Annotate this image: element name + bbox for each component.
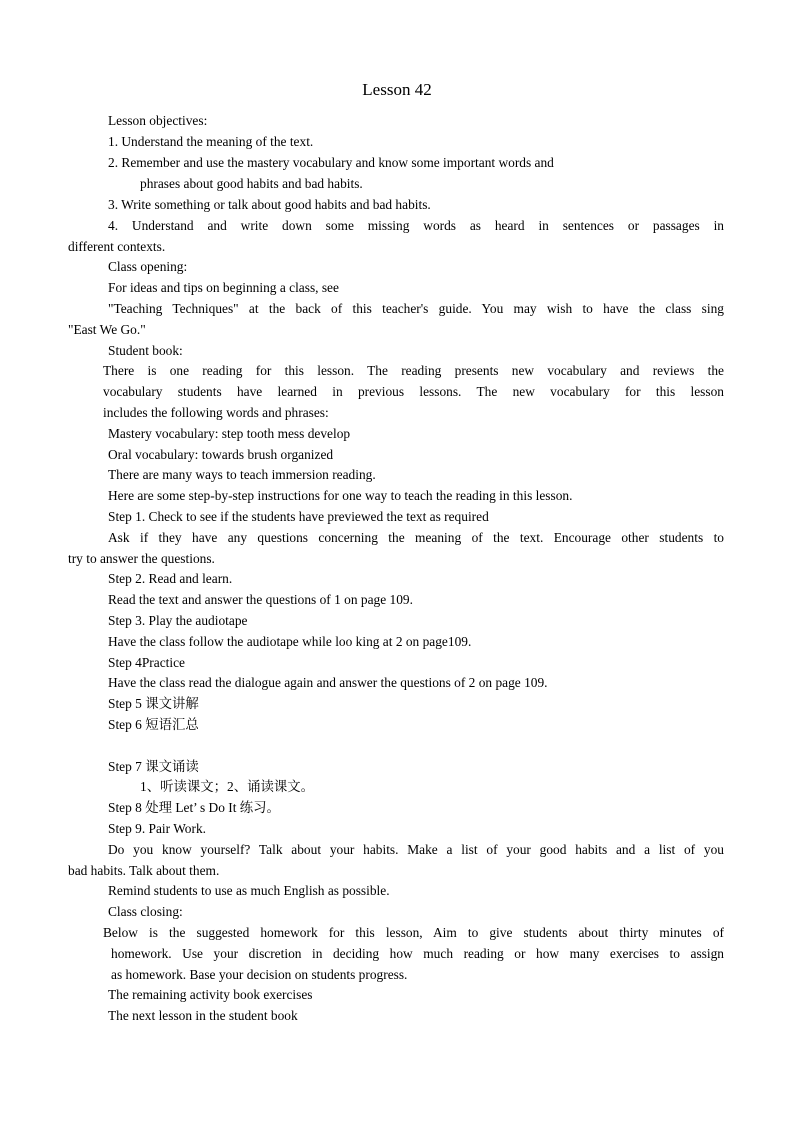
step-3: Step 3. Play the audiotape: [108, 613, 248, 628]
dialogue-line: Have the class read the dialogue again and answer the questions of 2 on page 109.: [108, 675, 548, 690]
class-opening-heading: Class opening:: [108, 259, 188, 274]
step-8: Step 8 处理 Let’ s Do It 练习。: [108, 800, 280, 815]
objective-2: 2. Remember and use the mastery vocabulary and know some important words and: [108, 155, 554, 170]
follow-line: Have the class follow the audiotape while loo king at 2 on page109.: [108, 634, 472, 649]
step-7: Step 7 课文诵读: [108, 759, 199, 774]
east-line: "East We Go.": [68, 322, 146, 337]
below-line-2: homework. Use your discretion in deciding how much reading or how many exercises to assign: [111, 946, 724, 961]
mastery-vocabulary: Mastery vocabulary: step tooth mess develop: [108, 426, 351, 441]
step-4: Step 4Practice: [108, 655, 185, 670]
objective-2-cont: phrases about good habits and bad habits.: [140, 176, 363, 191]
reading-line-1: There is one reading for this lesson. The reading presents new vocabulary and reviews the: [103, 363, 724, 378]
objectives-heading: Lesson objectives:: [108, 113, 208, 128]
step-2: Step 2. Read and learn.: [108, 571, 233, 586]
student-book-heading: Student book:: [108, 343, 183, 358]
try-line: try to answer the questions.: [68, 551, 215, 566]
objective-4: 4. Understand and write down some missing words as heard in sentences or passages in: [108, 218, 724, 233]
objective-1: 1. Understand the meaning of the text.: [108, 134, 314, 149]
below-line-1: Below is the suggested homework for this lesson, Aim to give students about thirty minutes of: [103, 925, 724, 940]
remind-line: Remind students to use as much English as possible.: [108, 883, 390, 898]
remaining-line: The remaining activity book exercises: [108, 987, 313, 1002]
here-line: Here are some step-by-step instructions for one way to teach the reading in this lesson.: [108, 488, 573, 503]
ways-line: There are many ways to teach immersion reading.: [108, 467, 376, 482]
below-line-3: as homework. Base your decision on students progress.: [111, 967, 408, 982]
lesson-title: Lesson 42: [362, 80, 432, 99]
reading-line-3: includes the following words and phrases:: [103, 405, 329, 420]
read-text-line: Read the text and answer the questions of 1 on page 109.: [108, 592, 413, 607]
step-9: Step 9. Pair Work.: [108, 821, 206, 836]
step-5: Step 5 课文讲解: [108, 696, 199, 711]
class-closing-heading: Class closing:: [108, 904, 183, 919]
objective-3: 3. Write something or talk about good habits and bad habits.: [108, 197, 431, 212]
bad-habits-line: bad habits. Talk about them.: [68, 863, 220, 878]
objective-4-cont: different contexts.: [68, 239, 166, 254]
next-lesson-line: The next lesson in the student book: [108, 1008, 298, 1023]
step-1: Step 1. Check to see if the students have previewed the text as required: [108, 509, 489, 524]
oral-vocabulary: Oral vocabulary: towards brush organized: [108, 447, 334, 462]
ideas-line: For ideas and tips on beginning a class, see: [108, 280, 339, 295]
listen-line: 1、听读课文；2、诵读课文。: [140, 779, 315, 794]
ask-line: Ask if they have any questions concerning the meaning of the text. Encourage other students to: [108, 530, 724, 545]
reading-line-2: vocabulary students have learned in previous lessons. The new vocabulary for this lesson: [103, 384, 724, 399]
step-6: Step 6 短语汇总: [108, 717, 199, 732]
teaching-line: "Teaching Techniques" at the back of this teacher's guide. You may wish to have the class sing: [108, 301, 724, 316]
do-you-know-line: Do you know yourself? Talk about your habits. Make a list of your good habits and a list of you: [108, 842, 724, 857]
